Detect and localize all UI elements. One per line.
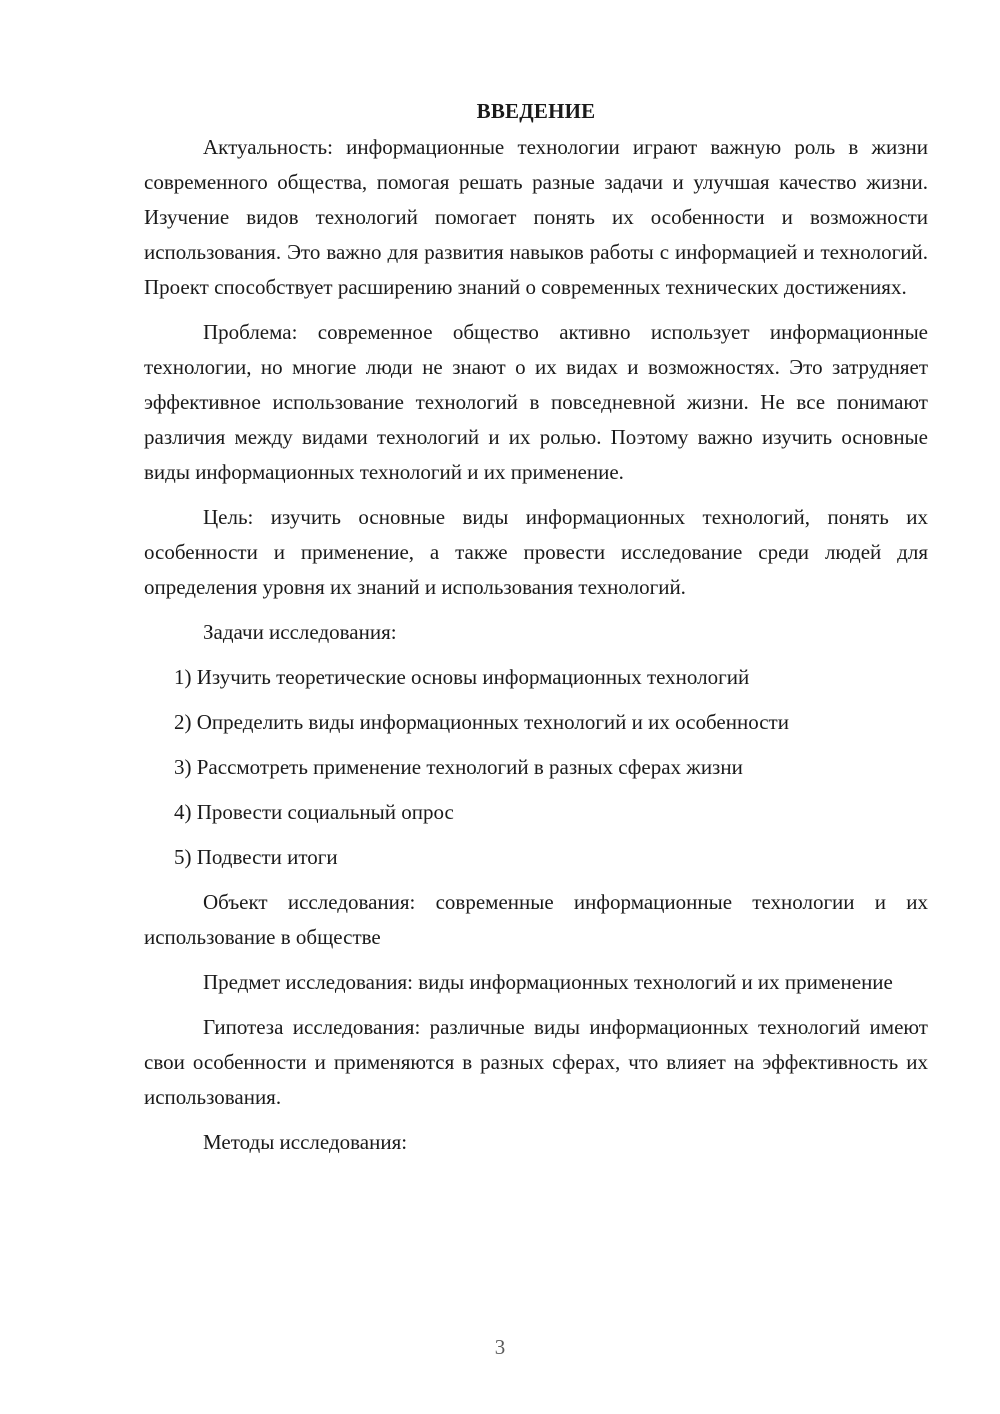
paragraph-relevance: Актуальность: информационные технологии играют важную роль в жизни современного общества, помогая решать разные задачи и улучшая качество жизни. Изучение видов технологий помогает понять их особенности и возможности использования. Это важно для развития навыков работы с информацией и технологий. Проект способствует расширению знаний о современных технических достижениях.: [144, 135, 928, 299]
task-item-5: 5) Подвести итоги: [174, 845, 338, 869]
paragraph-problem: Проблема: современное общество активно использует информационные технологии, но многие люди не знают о их видах и возможностях. Это затрудняет эффективное использование технологий в повседневной жизни. Не все понимают различия между видами технологий и их ролью. Поэтому важно изучить основные виды информационных технологий и их применение.: [144, 320, 928, 484]
paragraph-hypothesis: Гипотеза исследования: различные виды информационных технологий имеют свои особенности и применяются в разных сферах, что влияет на эффективность их использования.: [144, 1015, 928, 1109]
paragraph-goal: Цель: изучить основные виды информационных технологий, понять их особенности и применение, а также провести исследование среди людей для определения уровня их знаний и использования технологий.: [144, 505, 928, 599]
paragraph-methods: Методы исследования:: [203, 1130, 408, 1154]
task-item-1: 1) Изучить теоретические основы информационных технологий: [174, 665, 750, 689]
paragraph-subject: Предмет исследования: виды информационных технологий и их применение: [203, 970, 893, 994]
paragraph-object: Объект исследования: современные информационные технологии и их использование в обществе: [144, 890, 928, 949]
document-page: [144, 96, 928, 1170]
task-item-3: 3) Рассмотреть применение технологий в разных сферах жизни: [174, 755, 743, 779]
page-number: 3: [494, 1335, 506, 1359]
paragraph-tasks-heading: Задачи исследования:: [203, 620, 397, 644]
task-item-4: 4) Провести социальный опрос: [174, 800, 454, 824]
task-item-2: 2) Определить виды информационных технологий и их особенности: [174, 710, 789, 734]
section-title: ВВЕДЕНИЕ: [476, 99, 596, 123]
